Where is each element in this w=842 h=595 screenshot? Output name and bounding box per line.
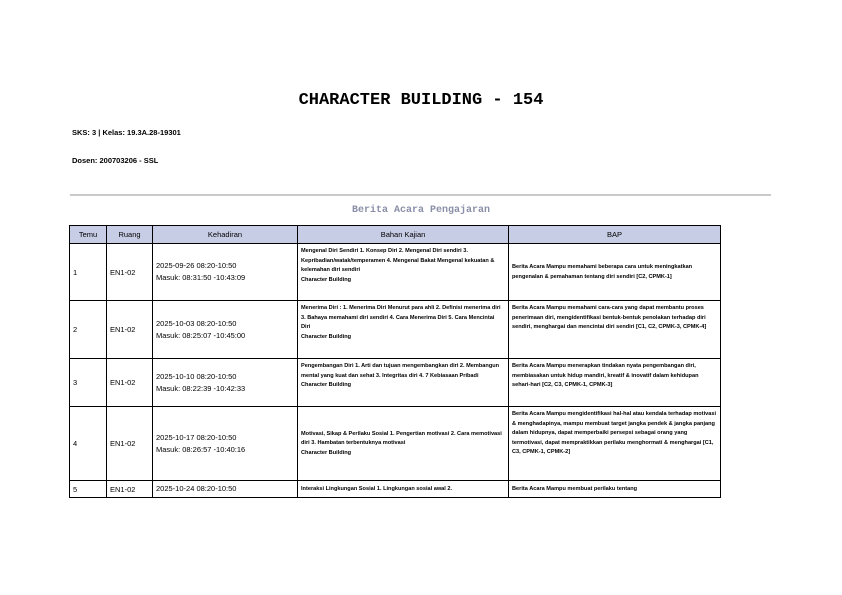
divider [70, 194, 771, 196]
temu-cell: 5 [70, 481, 107, 498]
jadwal-text: 2025-10-24 08:20-10:50 [156, 484, 237, 493]
bap-cell: Berita Acara Mampu memahami cara-cara yang dapat membantu proses penerimaan diri, mengidentifikasi bentuk-bentuk penolakan terhadap diri sendiri, menghargai dan mencintai diri sendiri [C1, C2, CPMK-3, CPMK-4] [509, 301, 721, 359]
bap-cell: Berita Acara Mampu mengidentifikasi hal-hal atau kendala terhadap motivasi & menghadapinya, mampu membuat target jangka pendek & jangka panjang dalam hidupnya, dapat memperbaiki persepsi sebagai orang yang termotivasi, dapat mempraktikkan perilaku menghormati & menghargai [C1, C3, CPMK-1, CPMK-2] [509, 407, 721, 481]
jadwal-text: 2025-10-03 08:20-10:50 [156, 318, 237, 328]
ruang-cell: EN1-02 [107, 301, 153, 359]
bap-cell [509, 481, 721, 498]
masuk-text: Masuk: 08:22:39 -10:42:33 [156, 383, 246, 393]
table-row [70, 481, 721, 498]
kehadiran-cell [153, 244, 298, 301]
col-temu: Temu [70, 226, 107, 244]
col-kehadiran: Kehadiran [153, 226, 298, 244]
table-row [70, 407, 721, 481]
bahan-cell [298, 244, 509, 301]
table-row [70, 244, 721, 301]
kehadiran-cell [153, 359, 298, 407]
table-header-row [70, 226, 721, 244]
temu-cell: 3 [70, 359, 107, 407]
bahan-text: Mengenal Diri Sendiri 1. Konsep Diri 2. Mengenal Diri sendiri 3. Kepribadian/watak/temperamen 4. Mengenal Bakat Mengenal kekuatan & kelemahan diri sendiri [301, 248, 495, 273]
bahan-cell [298, 301, 509, 359]
jadwal-text: 2025-09-26 08:20-10:50 [156, 261, 237, 270]
col-ruang: Ruang [107, 226, 153, 244]
section-title: Berita Acara Pengajaran [351, 205, 491, 216]
bap-text: Berita Acara Mampu membuat perilaku tentang [512, 485, 638, 492]
masuk-text: Masuk: 08:31:50 -10:43:09 [156, 273, 246, 282]
page-title: CHARACTER BUILDING - 154 [298, 91, 544, 110]
bahan-text: Pengembangan Diri 1. Arti dan tujuan mengembangkan diri 2. Membangun mental yang kuat dan sehat 3. Integritas diri 4. 7 Kebiasaan Pribadi [301, 363, 500, 379]
bahan-cell [298, 359, 509, 407]
bahan-text: Interaksi Lingkungan Sosial 1. Lingkungan sosial awal 2. [301, 485, 453, 492]
bahan-cell [298, 481, 509, 498]
bap-table [69, 225, 721, 498]
kehadiran-cell [153, 301, 298, 359]
table-row [70, 301, 721, 359]
table-row [70, 359, 721, 407]
bahan-footer: Character Building [301, 333, 352, 340]
bap-cell: Berita Acara Mampu menerapkan tindakan nyata pengembangan diri, membiasakan untuk hidup mandiri, kreatif & inovatif dalam kehidupan sehari-hari [C2, C3, CPMK-1, CPMK-3] [509, 359, 721, 407]
col-bap: BAP [509, 226, 721, 244]
ruang-cell: EN1-02 [107, 481, 153, 498]
bap-cell: Berita Acara Mampu memahami beberapa cara untuk meningkatkan pengenalan & pemahaman tentang diri sendiri [C2, CPMK-1] [509, 244, 721, 301]
bahan-text: Motivasi, Sikap & Perilaku Sosial 1. Pengertian motivasi 2. Cara memotivasi diri 3. Hambatan terbentuknya motivasi [301, 430, 502, 447]
ruang-cell: EN1-02 [107, 244, 153, 301]
bahan-text: Menerima Diri : 1. Menerima Diri Menurut para ahli 2. Definisi menerima diri 3. Bahaya memahami diri sendiri 4. Cara Menerima Diri 5. Cara Mencintai Diri [301, 305, 501, 330]
bahan-cell [298, 407, 509, 481]
jadwal-text: 2025-10-17 08:20-10:50 [156, 432, 237, 442]
bahan-footer: Character Building [301, 276, 352, 283]
bahan-footer: Character Building [301, 382, 352, 388]
ruang-cell: EN1-02 [107, 359, 153, 407]
masuk-text: Masuk: 08:25:07 -10:45:00 [156, 330, 246, 340]
temu-cell: 1 [70, 244, 107, 301]
ruang-cell: EN1-02 [107, 407, 153, 481]
kehadiran-cell [153, 481, 298, 498]
col-bahan-kajian: Bahan Kajian [298, 226, 509, 244]
temu-cell: 4 [70, 407, 107, 481]
lecturer-info: Dosen: 200703206 - SSL [72, 156, 159, 165]
bahan-footer: Character Building [301, 449, 352, 456]
masuk-text: Masuk: 08:26:57 -10:40:16 [156, 444, 246, 454]
temu-cell: 2 [70, 301, 107, 359]
course-info: SKS: 3 | Kelas: 19.3A.28-19301 [72, 128, 181, 137]
jadwal-text: 2025-10-10 08:20-10:50 [156, 371, 237, 381]
kehadiran-cell [153, 407, 298, 481]
